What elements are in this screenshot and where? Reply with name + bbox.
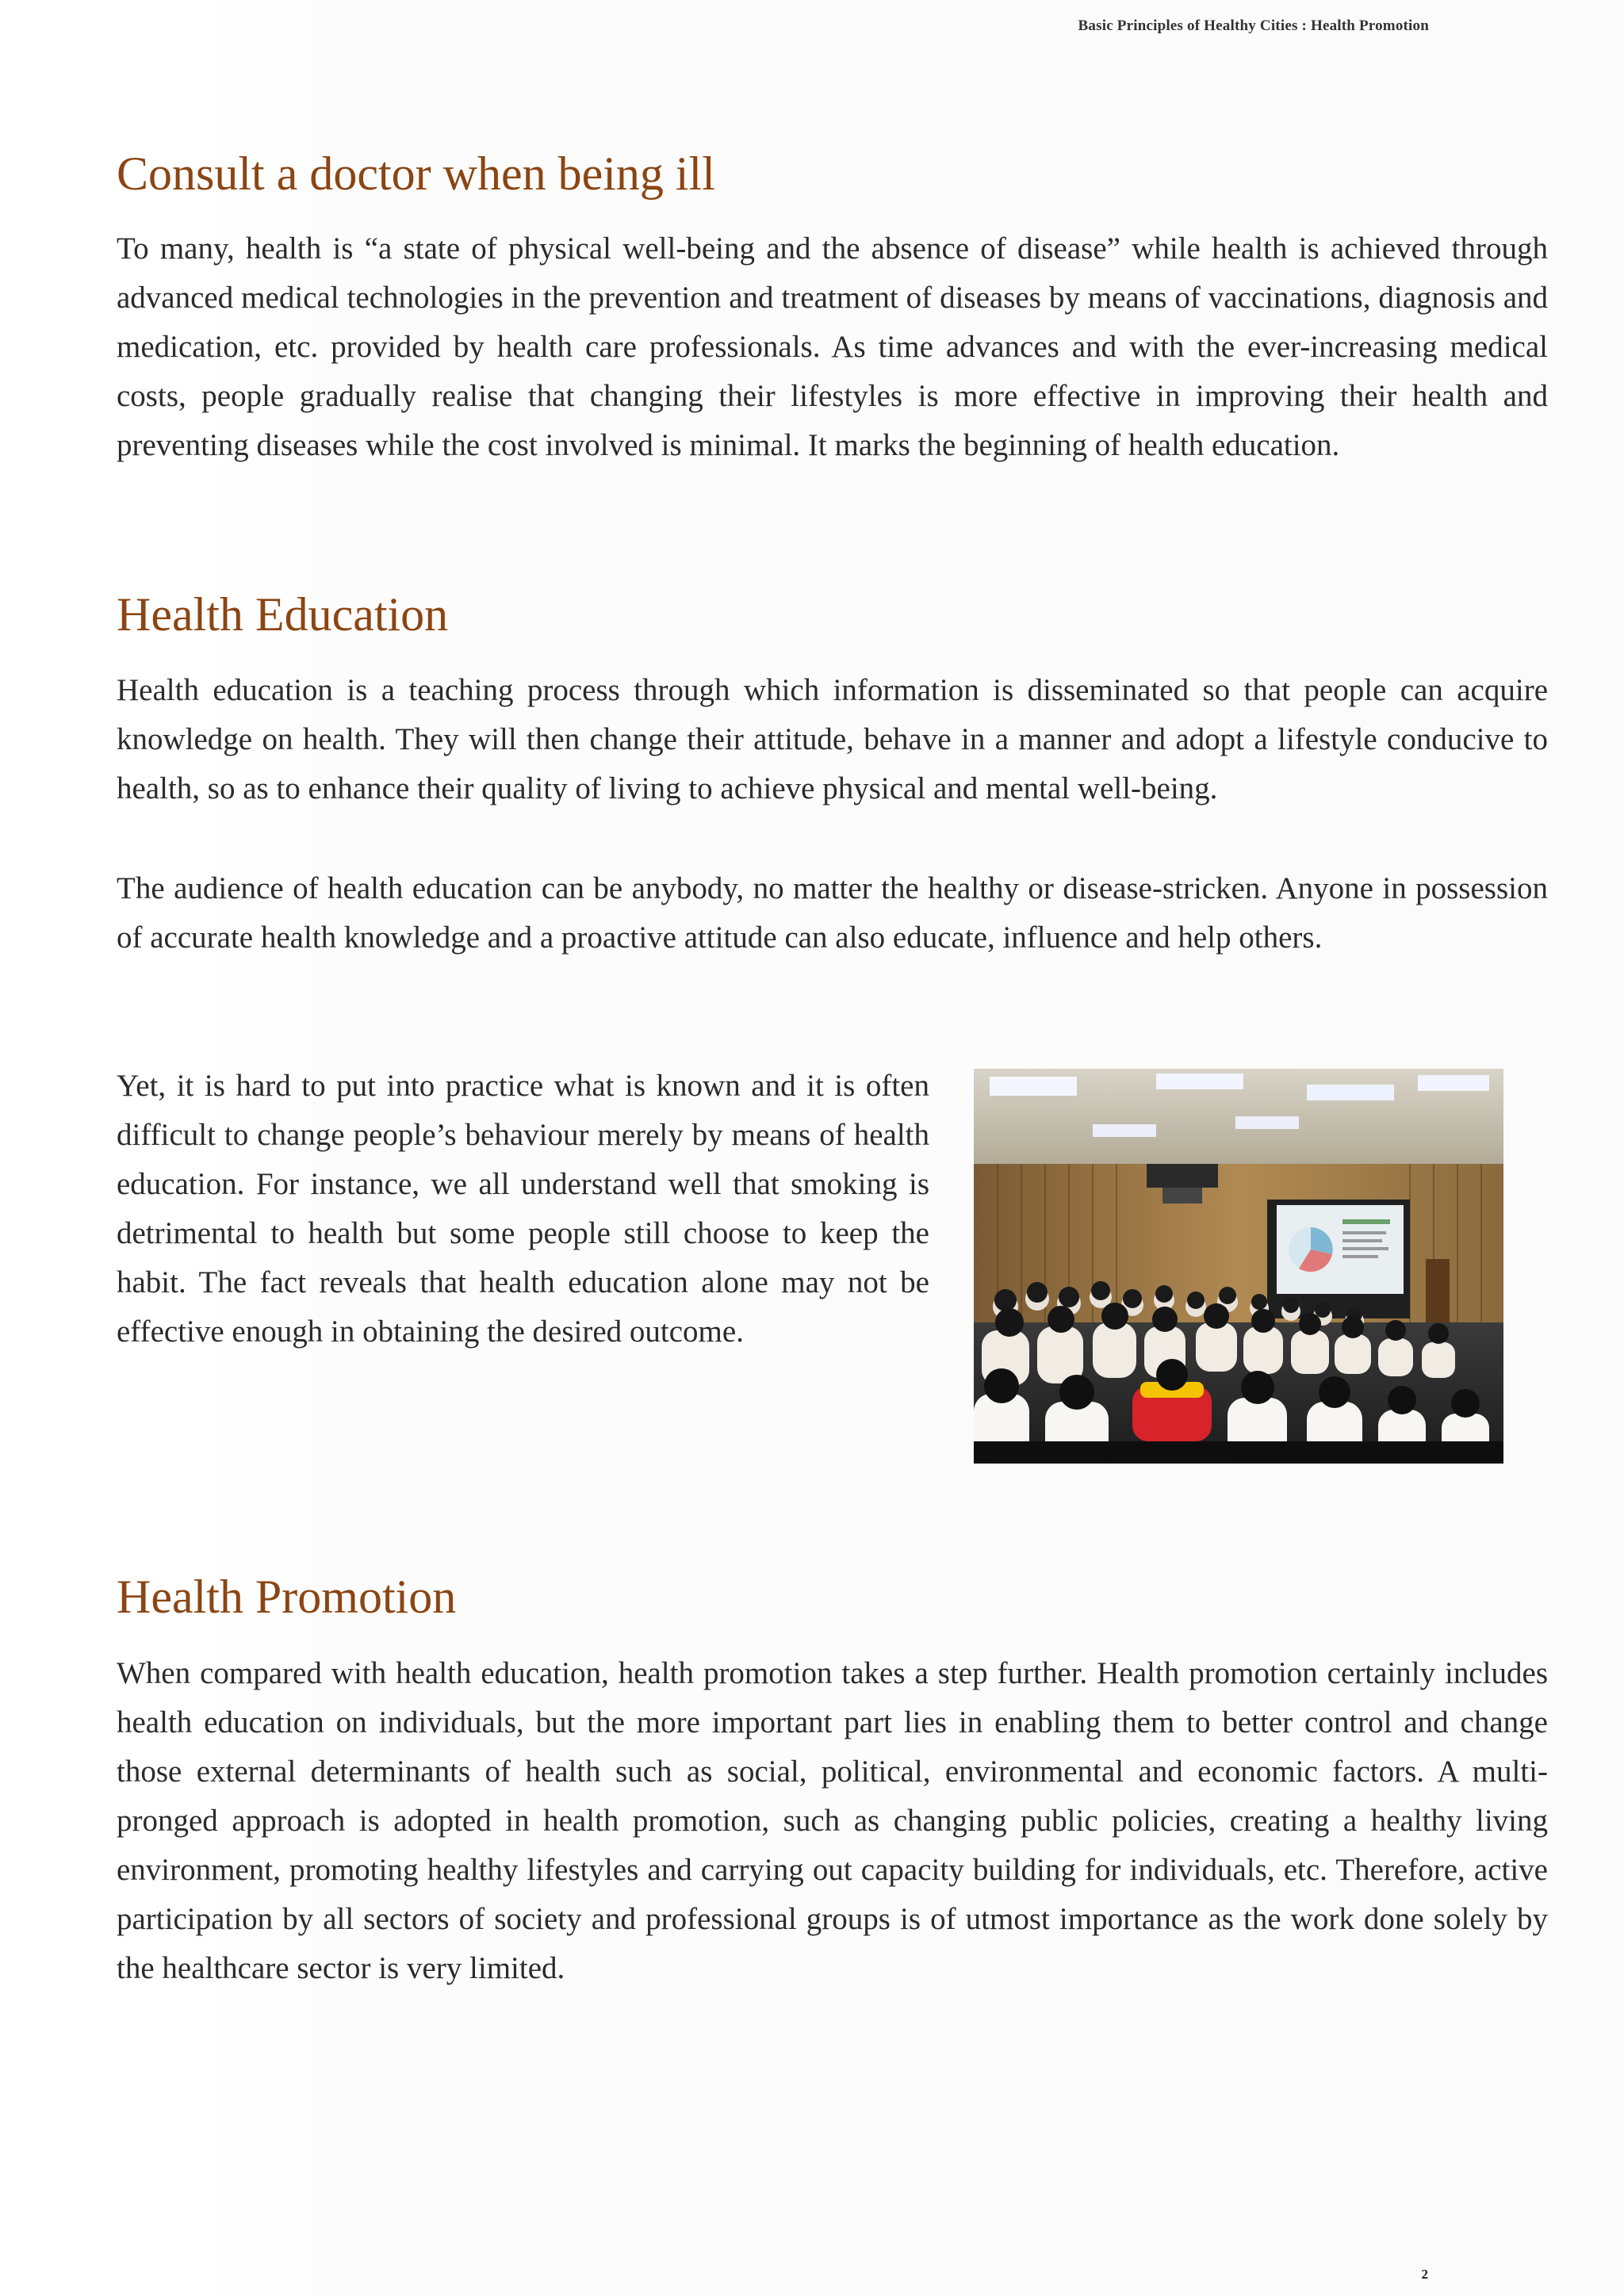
section-heading-health-education: Health Education [117, 588, 449, 641]
paragraph-health-education-limits: Yet, it is hard to put into practice what is known and it is often difficult to change people’s behaviour merely by means of health education. For instance, we all understand well that smoking is detrimental to health but some people still choose to keep the habit. The fact reveals that health education alone may not be effective enough in obtaining the desired outcome. [117, 1069, 929, 1349]
page-number: 2 [1421, 2267, 1428, 2282]
paragraph-health-education-audience: The audience of health education can be anybody, no matter the healthy or disease-stricken. Anyone in possession of accurate health knowledge and a proactive attitude can also educate, influence and help others. [117, 871, 1548, 955]
section-heading-consult-doctor: Consult a doctor when being ill [117, 147, 715, 200]
paragraph-consult-doctor: To many, health is “a state of physical well-being and the absence of disease” while health is achieved through advanced medical technologies in the prevention and treatment of diseases by means of vaccinations, diagnosis and medication, etc. provided by health care professionals. As time advances and with the ever-increasing medical costs, people gradually realise that changing their lifestyles is more effective in improving their health and preventing diseases while the cost involved is minimal. It marks the beginning of health education. [117, 232, 1548, 462]
section-heading-health-promotion: Health Promotion [117, 1571, 457, 1623]
running-header: Basic Principles of Healthy Cities : Health Promotion [1078, 17, 1429, 34]
paragraph-health-promotion: When compared with health education, health promotion takes a step further. Health promotion certainly includes health education on individuals, but the more important part lies in enabling them to better control and change those external determinants of health such as social, political, environmental and economic factors. A multi-pronged approach is adopted in health promotion, such as changing public policies, creating a healthy living environment, promoting healthy lifestyles and carrying out capacity building for individuals, etc. Therefore, active participation by all sectors of society and professional groups is of utmost importance as the work done solely by the healthcare sector is very limited. [117, 1656, 1548, 1985]
lecture-hall-photo [974, 1069, 1503, 1464]
paragraph-health-education-definition: Health education is a teaching process through which information is disseminated so that people can acquire knowledge on health. They will then change their attitude, behave in a manner and adopt a lifestyle conducive to health, so as to enhance their quality of living to achieve physical and mental well-being. [117, 673, 1548, 806]
